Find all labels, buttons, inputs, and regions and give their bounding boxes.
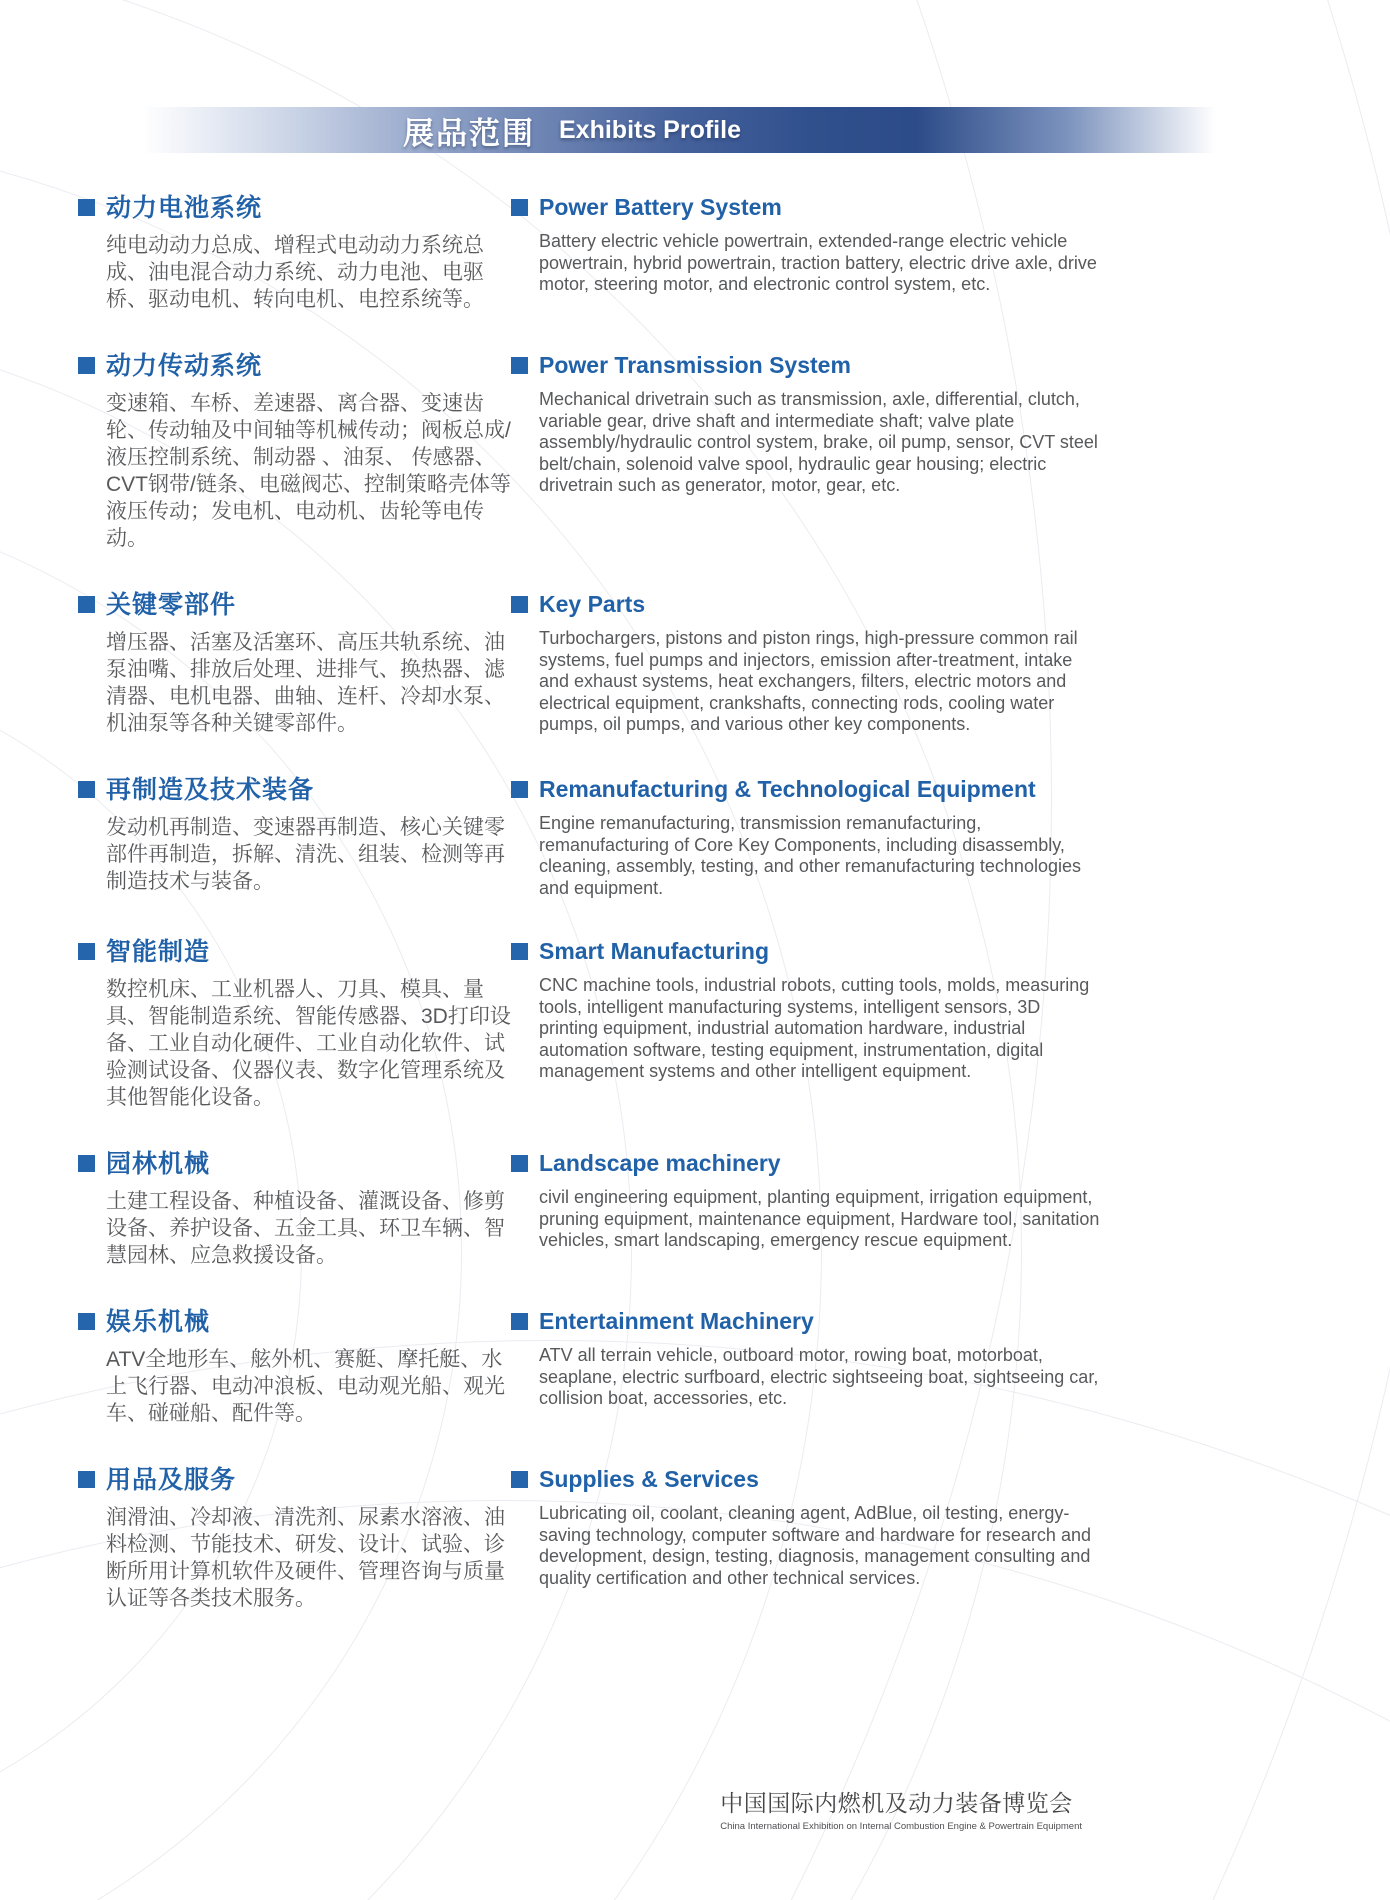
section-title-cn: 动力传动系统 xyxy=(106,352,263,380)
bullet-square-icon xyxy=(78,1313,95,1330)
bullet-square-icon xyxy=(78,596,95,613)
banner-title-en: Exhibits Profile xyxy=(559,115,741,144)
section-row-power-battery xyxy=(78,193,1110,313)
section-cn xyxy=(78,590,511,737)
section-heading-cn xyxy=(78,937,511,967)
section-body-cn: ATV全地形车、舷外机、赛艇、摩托艇、水上飞行器、电动冲浪板、电动观光船、观光车、碰碰船、配件等。 xyxy=(106,1348,505,1425)
section-body-en: Turbochargers, pistons and piston rings, high-pressure common rail systems, fuel pumps and injectors, emission after-treatment, intake and exhaust systems, heat exchangers, filters, electric motors and electrical equipment, crankshafts, connecting rods, cooling water pumps, oil pumps, and various other key components. xyxy=(539,628,1078,734)
section-title-en: Entertainment Machinery xyxy=(539,1308,814,1334)
section-heading-en xyxy=(511,590,1110,619)
section-heading-cn xyxy=(78,590,511,620)
section-cn xyxy=(78,937,511,1111)
bullet-square-icon xyxy=(78,199,95,216)
section-heading-cn xyxy=(78,1307,511,1337)
section-row-landscape-machinery xyxy=(78,1149,1110,1269)
section-title-cn: 智能制造 xyxy=(106,938,211,966)
section-title-cn: 动力电池系统 xyxy=(106,194,263,222)
section-row-entertainment-machinery xyxy=(78,1307,1110,1427)
header-banner xyxy=(145,107,1216,153)
section-title-cn: 娱乐机械 xyxy=(106,1308,211,1336)
bullet-square-icon xyxy=(78,1155,95,1172)
section-body-cn: 数控机床、工业机器人、刀具、模具、量具、智能制造系统、智能传感器、3D打印设备、工业自动化硬件、工业自动化软件、试验测试设备、仪器仪表、数字化管理系统及其他智能化设备。 xyxy=(106,978,511,1109)
section-title-cn: 再制造及技术装备 xyxy=(106,776,315,804)
section-row-power-transmission xyxy=(78,351,1110,552)
section-heading-cn xyxy=(78,1465,511,1495)
section-body-en: CNC machine tools, industrial robots, cutting tools, molds, measuring tools, intelligent manufacturing systems, intelligent sensors, 3D printing equipment, industrial automation hardware, industrial automation software, testing equipment, instrumentation, digital management systems and other intelligent equipment. xyxy=(539,975,1090,1081)
section-title-en: Supplies & Services xyxy=(539,1466,759,1492)
section-heading-cn xyxy=(78,775,511,805)
section-row-key-parts xyxy=(78,590,1110,737)
section-body-cn: 增压器、活塞及活塞环、高压共轨系统、油泵油嘴、排放后处理、进排气、换热器、滤清器、电机电器、曲轴、连杆、冷却水泵、机油泵等各种关键零部件。 xyxy=(106,631,505,735)
section-cn xyxy=(78,193,511,313)
bullet-square-icon xyxy=(511,943,528,960)
section-body-en: Mechanical drivetrain such as transmission, axle, differential, clutch, variable gear, drive shaft and intermediate shaft; valve plate assembly/hydraulic control system, brake, oil pump, sensor, CVT steel belt/chain, solenoid valve spool, hydraulic gear housing; electric drivetrain such as generator, motor, gear, etc. xyxy=(539,389,1098,495)
section-row-remanufacturing xyxy=(78,775,1110,899)
section-heading-en xyxy=(511,351,1110,380)
section-heading-cn xyxy=(78,193,511,223)
section-heading-en xyxy=(511,937,1110,966)
section-cn xyxy=(78,1465,511,1612)
section-row-supplies-services xyxy=(78,1465,1110,1612)
bullet-square-icon xyxy=(78,357,95,374)
section-heading-en xyxy=(511,1465,1110,1494)
section-body-en: ATV all terrain vehicle, outboard motor, rowing boat, motorboat, seaplane, electric surfboard, electric sightseeing boat, sightseeing car, collision boat, accessories, etc. xyxy=(539,1345,1099,1408)
bullet-square-icon xyxy=(511,596,528,613)
section-title-en: Remanufacturing & Technological Equipment xyxy=(539,776,1036,802)
section-en xyxy=(511,937,1110,1111)
section-heading-en xyxy=(511,1307,1110,1336)
bullet-square-icon xyxy=(511,781,528,798)
section-title-en: Power Transmission System xyxy=(539,352,851,378)
section-en xyxy=(511,351,1110,552)
section-body-en: Lubricating oil, coolant, cleaning agent, AdBlue, oil testing, energy-saving technology, computer software and hardware for research and development, design, testing, diagnosis, management consulting and quality certification and other technical services. xyxy=(539,1503,1091,1588)
section-title-cn: 用品及服务 xyxy=(106,1466,237,1494)
section-body-cn: 润滑油、冷却液、清洗剂、尿素水溶液、油料检测、节能技术、研发、设计、试验、诊断所用计算机软件及硬件、管理咨询与质量认证等各类技术服务。 xyxy=(106,1506,505,1610)
section-heading-cn xyxy=(78,1149,511,1179)
footer-logo xyxy=(720,1785,1082,1832)
section-en xyxy=(511,590,1110,737)
banner-title-cn: 展品范围 xyxy=(403,115,535,151)
section-body-en: civil engineering equipment, planting equipment, irrigation equipment, pruning equipment, maintenance equipment, Hardware tool, sanitation vehicles, smart landscaping, emergency rescue equipment. xyxy=(539,1187,1100,1250)
bullet-square-icon xyxy=(511,1313,528,1330)
section-body-en: Engine remanufacturing, transmission remanufacturing, remanufacturing of Core Key Components, including disassembly, cleaning, assembly, testing, and other remanufacturing technologies and equipment. xyxy=(539,813,1081,898)
section-body-cn: 土建工程设备、种植设备、灌溉设备、修剪设备、养护设备、五金工具、环卫车辆、智慧园林、应急救援设备。 xyxy=(106,1190,505,1267)
bullet-square-icon xyxy=(511,199,528,216)
section-row-smart-manufacturing xyxy=(78,937,1110,1111)
section-cn xyxy=(78,1149,511,1269)
sections-container xyxy=(78,193,1110,1612)
section-en xyxy=(511,193,1110,313)
bullet-square-icon xyxy=(78,943,95,960)
section-title-en: Power Battery System xyxy=(539,194,782,220)
section-en xyxy=(511,1465,1110,1612)
section-title-en: Landscape machinery xyxy=(539,1150,781,1176)
section-title-en: Smart Manufacturing xyxy=(539,938,770,964)
section-heading-en xyxy=(511,775,1110,804)
section-body-en: Battery electric vehicle powertrain, extended-range electric vehicle powertrain, hybrid powertrain, traction battery, electric drive axle, drive motor, steering motor, and electronic control system, etc. xyxy=(539,231,1097,294)
footer-logo-cn: 中国国际内燃机及动力装备博览会 xyxy=(720,1790,1073,1816)
bullet-square-icon xyxy=(511,357,528,374)
footer-logo-en: China International Exhibition on Internal Combustion Engine & Powertrain Equipment xyxy=(720,1821,1082,1832)
section-title-en: Key Parts xyxy=(539,591,646,617)
section-body-cn: 纯电动动力总成、增程式电动动力系统总成、油电混合动力系统、动力电池、电驱桥、驱动电机、转向电机、电控系统等。 xyxy=(106,234,484,311)
bullet-square-icon xyxy=(78,1471,95,1488)
section-title-cn: 园林机械 xyxy=(106,1150,211,1178)
section-en xyxy=(511,1149,1110,1269)
bullet-square-icon xyxy=(511,1471,528,1488)
section-cn xyxy=(78,1307,511,1427)
bullet-square-icon xyxy=(78,781,95,798)
section-heading-en xyxy=(511,1149,1110,1178)
bullet-square-icon xyxy=(511,1155,528,1172)
section-en xyxy=(511,775,1110,899)
section-cn xyxy=(78,351,511,552)
section-body-cn: 发动机再制造、变速器再制造、核心关键零部件再制造，拆解、清洗、组装、检测等再制造技术与装备。 xyxy=(106,816,505,893)
section-cn xyxy=(78,775,511,899)
section-body-cn: 变速箱、车桥、差速器、离合器、变速齿轮、传动轴及中间轴等机械传动；阀板总成/液压控制系统、制动器 、油泵、 传感器、CVT钢带/链条、电磁阀芯、控制策略壳体等液压传动；发电机、电动机、齿轮等电传动。 xyxy=(106,392,511,550)
section-title-cn: 关键零部件 xyxy=(106,591,237,619)
section-heading-cn xyxy=(78,351,511,381)
section-en xyxy=(511,1307,1110,1427)
section-heading-en xyxy=(511,193,1110,222)
